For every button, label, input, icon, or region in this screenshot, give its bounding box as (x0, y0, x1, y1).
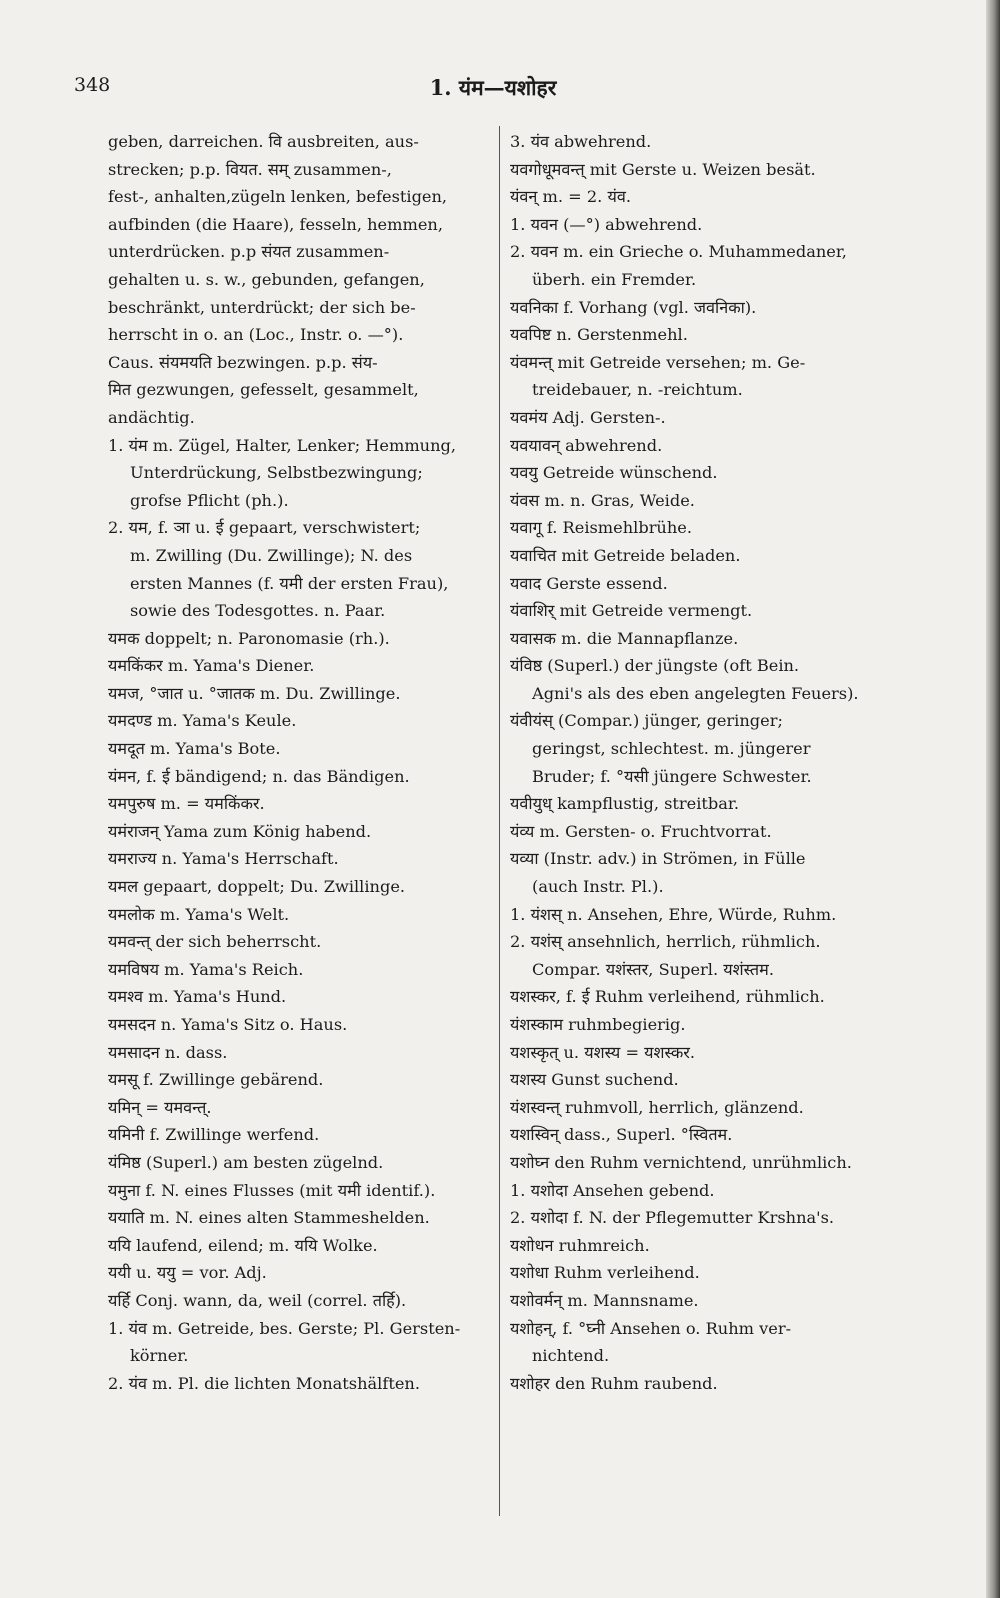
entry-line: यमसादन n. dass. (108, 1042, 228, 1062)
entry-line: (auch Instr. Pl.). (532, 877, 664, 897)
entry-line: यमसदन n. Yama's Sitz o. Haus. (108, 1015, 348, 1034)
entry-line: 1. यवन (—°) abwehrend. (510, 214, 703, 234)
entry-line: यशोहन्, f. °घ्नी Ansehen o. Ruhm ver- (510, 1318, 792, 1338)
entry-line: यमिन् = यमवन्त्. (108, 1097, 212, 1117)
entry-line: यमपुरुष m. = यमकिंकर. (108, 794, 265, 814)
entry-line: यवयु Getreide wünschend. (510, 463, 718, 483)
entry-line: यंवन् m. = 2. यंव. (510, 187, 631, 207)
entry-line: यवाद Gerste essend. (510, 573, 668, 593)
entry-line: Bruder; f. °यसी jüngere Schwester. (532, 766, 812, 786)
entry-line: unterdrücken. p.p संयत zusammen- (108, 242, 390, 262)
entry-line: treidebauer, n. -reichtum. (532, 380, 743, 400)
entry-line: यंवाशिर् mit Getreide vermengt. (510, 601, 753, 621)
page-edge-shadow (986, 0, 1000, 1598)
entry-line: यशस्कर, f. ई Ruhm verleihend, rühmlich. (510, 987, 825, 1007)
entry-line: यवाचित mit Getreide beladen. (510, 545, 741, 565)
entry-line: यमसू f. Zwillinge gebärend. (108, 1070, 324, 1090)
entry-line: यंव्य m. Gersten- o. Fruchtvorrat. (510, 821, 772, 841)
entry-line: herrscht in o. an (Loc., Instr. o. —°). (108, 325, 404, 345)
entry-line: grofse Pflicht (ph.). (130, 490, 289, 510)
entry-line: gehalten u. s. w., gebunden, gefangen, (108, 269, 425, 289)
entry-line: ययाति m. N. eines alten Stammeshelden. (108, 1208, 430, 1228)
entry-line: 2. यम, f. ञा u. ई gepaart, verschwistert; (108, 518, 421, 538)
entry-line: यमदण्ड m. Yama's Keule. (108, 711, 297, 731)
entry-line: यशस्विन् dass., Superl. °स्वितम. (510, 1125, 733, 1145)
entry-line: यमज, °जात u. °जातक m. Du. Zwillinge. (108, 683, 401, 703)
entry-line: geben, darreichen. वि ausbreiten, aus- (108, 132, 419, 151)
entry-line: यंवमन्त् mit Getreide versehen; m. Ge- (510, 352, 806, 372)
entry-line: यमराज्य n. Yama's Herrschaft. (108, 849, 339, 869)
entry-line: ersten Mannes (f. यमी der ersten Frau), (130, 573, 449, 593)
entry-line: यमवन्त् der sich beherrscht. (108, 932, 322, 952)
entry-line: 1. यंम m. Zügel, Halter, Lenker; Hemmung, (108, 435, 457, 455)
entry-line: यंशस्वन्त् ruhmvoll, herrlich, glänzend. (510, 1097, 804, 1117)
entry-line: Unterdrückung, Selbstbezwingung; (130, 463, 423, 483)
entry-line: यशोघ्न den Ruhm vernichtend, unrühmlich. (510, 1152, 852, 1172)
column-divider (499, 126, 500, 1516)
entry-line: यंशस्काम ruhmbegierig. (510, 1015, 686, 1034)
page-header (0, 74, 1000, 104)
entry-line: यर्हि Conj. wann, da, weil (correl. तर्हि). (108, 1290, 407, 1310)
entry-line: beschränkt, unterdrückt; der sich be- (108, 297, 416, 317)
entry-line: यशोहर den Ruhm raubend. (510, 1373, 718, 1393)
entry-line: 2. यंव m. Pl. die lichten Monatshälften. (108, 1373, 421, 1393)
entry-line: 1. यंव m. Getreide, bes. Gerste; Pl. Gersten- (108, 1318, 461, 1338)
entry-line: यमुना f. N. eines Flusses (mit यमी identif.). (108, 1180, 436, 1200)
entry-line: यमंराजन् Yama zum König habend. (108, 821, 372, 841)
running-head: 1. यंम—यशोहर (429, 75, 557, 100)
entry-line: Agni's als des eben angelegten Feuers). (532, 683, 859, 703)
entry-line: यमक doppelt; n. Paronomasie (rh.). (108, 628, 390, 648)
entry-line: यंवीयंस् (Compar.) jünger, geringer; (510, 711, 783, 731)
entry-line: andächtig. (108, 407, 195, 427)
entry-line: यशोधन ruhmreich. (510, 1235, 650, 1255)
entry-line: ययि laufend, eilend; m. ययि Wolke. (108, 1235, 378, 1255)
entry-line: यंवस m. n. Gras, Weide. (510, 490, 695, 510)
entry-line: यमदूत m. Yama's Bote. (108, 739, 281, 759)
entry-line: यंमन, f. ई bändigend; n. das Bändigen. (108, 766, 410, 786)
entry-line: sowie des Todesgottes. n. Paar. (130, 601, 386, 621)
entry-line: यशस्य Gunst suchend. (510, 1070, 679, 1090)
entry-line: ययी u. ययु = vor. Adj. (108, 1263, 267, 1283)
entry-line: 2. यशोदा f. N. der Pflegemutter Krshna's. (510, 1208, 835, 1228)
entry-line: यवपिष्ट n. Gerstenmehl. (510, 325, 688, 345)
entry-line: यशोवर्मन् m. Mannsname. (510, 1290, 699, 1310)
entry-line: यव्या (Instr. adv.) in Strömen, in Fülle (510, 849, 806, 869)
entry-line: यवीयुध् kampflustig, streitbar. (510, 794, 740, 814)
entry-line: m. Zwilling (Du. Zwillinge); N. des (130, 545, 413, 565)
entry-line: aufbinden (die Haare), fesseln, hemmen, (108, 214, 443, 234)
entry-line: यवागू f. Reismehlbrühe. (510, 518, 693, 538)
entry-line: 1. यंशस् n. Ansehen, Ehre, Würde, Ruhm. (510, 904, 837, 924)
entry-line: यमिनी f. Zwillinge werfend. (108, 1125, 320, 1145)
entry-line: यंमिष्ठ (Superl.) am besten zügelnd. (108, 1152, 384, 1172)
entry-line: strecken; p.p. वियत. सम् zusammen-, (108, 159, 392, 179)
entry-line: überh. ein Fremder. (532, 269, 697, 289)
entry-line: Compar. यशंस्तर, Superl. यशंस्तम. (532, 959, 774, 979)
entry-line: यवयावन् abwehrend. (510, 435, 663, 455)
entry-line: यमल gepaart, doppelt; Du. Zwillinge. (108, 877, 406, 897)
entry-line: 3. यंव abwehrend. (510, 132, 652, 151)
entry-line: मित gezwungen, gefesselt, gesammelt, (108, 380, 419, 400)
entry-line: यशस्कृत् u. यशस्य = यशस्कर. (510, 1042, 696, 1062)
page-number: 348 (74, 74, 111, 96)
entry-line: यमकिंकर m. Yama's Diener. (108, 656, 315, 676)
right-column (510, 128, 942, 1397)
entry-line: Caus. संयमयति bezwingen. p.p. संय- (108, 352, 378, 372)
entry-line: यवासक m. die Mannapflanze. (510, 628, 739, 648)
entry-line: यंविष्ठ (Superl.) der jüngste (oft Bein. (510, 656, 800, 676)
entry-line: 2. यवन m. ein Grieche o. Muhammedaner, (510, 242, 847, 262)
entry-line: fest-, anhalten,zügeln lenken, befestigen, (108, 187, 448, 207)
entry-line: यमलोक m. Yama's Welt. (108, 904, 290, 924)
entry-line: यमश्व m. Yama's Hund. (108, 987, 287, 1007)
left-column (108, 128, 494, 1397)
entry-line: यवनिका f. Vorhang (vgl. जवनिका). (510, 297, 757, 317)
entry-line: यवगोधूमवन्त् mit Gerste u. Weizen besät. (510, 159, 816, 179)
entry-line: geringst, schlechtest. m. jüngerer (532, 739, 811, 759)
entry-line: 2. यशंस् ansehnlich, herrlich, rühmlich. (510, 932, 821, 952)
entry-line: 1. यशोदा Ansehen gebend. (510, 1180, 715, 1200)
entry-line: यवमंय Adj. Gersten-. (510, 407, 666, 427)
entry-line: nichtend. (532, 1346, 610, 1366)
entry-line: यमविषय m. Yama's Reich. (108, 959, 304, 979)
entry-line: körner. (130, 1346, 189, 1366)
entry-line: यशोधा Ruhm verleihend. (510, 1263, 700, 1283)
